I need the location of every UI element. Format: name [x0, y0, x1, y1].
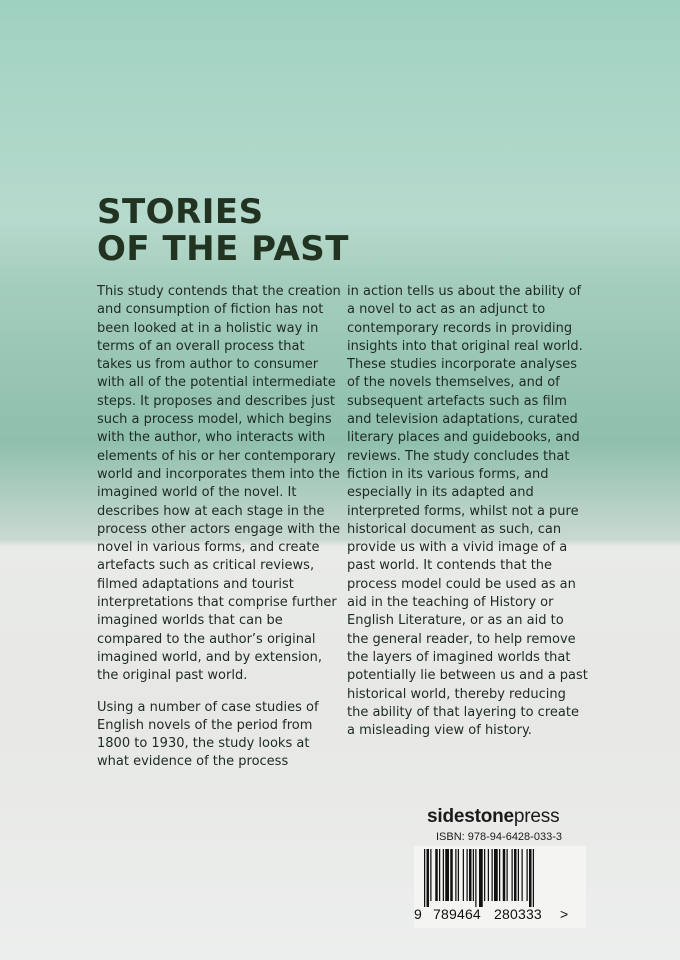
- book-title-line-1: STORIES: [97, 192, 264, 232]
- barcode-bar: [450, 849, 453, 901]
- barcode-arrow: >: [560, 906, 569, 922]
- barcode-bar: [475, 849, 476, 907]
- barcode-bar: [512, 849, 513, 901]
- barcode-bar: [507, 849, 508, 901]
- barcode-bar: [463, 849, 464, 901]
- publisher-logo-bold: sidestone: [427, 806, 514, 827]
- barcode-bar: [533, 849, 534, 907]
- barcode-digit-group-1: 789464: [433, 906, 481, 922]
- barcode-bar: [522, 849, 523, 901]
- barcode-digit-group-2: 280333: [494, 906, 542, 922]
- barcode-bar: [529, 849, 532, 907]
- book-title-line-2: OF THE PAST: [97, 229, 349, 269]
- barcode-bar: [499, 849, 500, 901]
- barcode-bar: [424, 849, 425, 907]
- publisher-logo-light: press: [513, 806, 560, 827]
- publisher-logo: [427, 806, 559, 828]
- barcode-bar: [458, 849, 459, 901]
- barcode-bar: [479, 849, 483, 907]
- barcode-bar: [430, 849, 431, 901]
- barcode-bar: [488, 849, 489, 901]
- barcode-bar: [518, 849, 519, 901]
- barcode-bar: [455, 849, 456, 901]
- barcode-bar: [473, 849, 474, 901]
- blurb-paragraph: Using a number of case studies of English novels of the period from 1800 to 1930, the study looks at what evidence of the process: [97, 699, 319, 770]
- barcode-bar: [439, 849, 440, 901]
- barcode-bar: [467, 849, 468, 901]
- barcode-bar: [445, 849, 449, 901]
- barcode-bar: [503, 849, 506, 901]
- barcode-bar: [443, 849, 444, 901]
- barcode-bar: [527, 849, 528, 901]
- barcode-bar: [469, 849, 472, 901]
- book-title: [97, 194, 349, 268]
- blurb-paragraph: This study contends that the creation and consumption of fiction has not been looked at in a holistic way in terms of an overall process that takes us from author to consumer with all of the potential intermediate steps. It proposes and describes just such a process model, which begins with the author, who interacts with elements of his or her contemporary world and incorporates them into the imagined world of the novel. It describes how at each stage in the process other actors engage with the novel in various forms, and create artefacts such as critical reviews, filmed adaptations and tourist interpretations that comprise further imagined worlds that can be compared to the author’s original imagined world, and by extension, the original past world.: [97, 284, 341, 684]
- barcode-bar: [514, 849, 517, 901]
- blurb-left-column: [97, 283, 343, 785]
- isbn-label: ISBN: 978-94-6428-033-3: [436, 831, 562, 843]
- barcode-bar: [492, 849, 493, 901]
- barcode-digit-first: 9: [414, 906, 422, 922]
- blurb-right-column: [347, 283, 589, 753]
- barcode-bar: [427, 849, 430, 907]
- barcode-bar: [435, 849, 438, 901]
- barcode-bar: [484, 849, 485, 901]
- blurb-paragraph: in action tells us about the ability of a novel to act as an adjunct to contemporary records in providing insights into that original real world. These studies incorporate analyses of the novels themselves, and of subsequent artefacts such as film and television adaptations, curated literary places and guidebooks, and reviews. The study concludes that fiction in its various forms, and especially in its adapted and interpreted forms, whilst not a pure historical document as such, can provide us with a vivid image of a past world. It contends that the process model could be used as an aid in the teaching of History or English Literature, or as an aid to the general reader, to help remove the layers of imagined worlds that potentially lie between us and a past historical world, thereby reducing the ability of that layering to create a misleading view of history.: [347, 284, 588, 739]
- barcode-bars: [424, 849, 576, 907]
- barcode: [414, 846, 586, 928]
- barcode-bar: [494, 849, 498, 901]
